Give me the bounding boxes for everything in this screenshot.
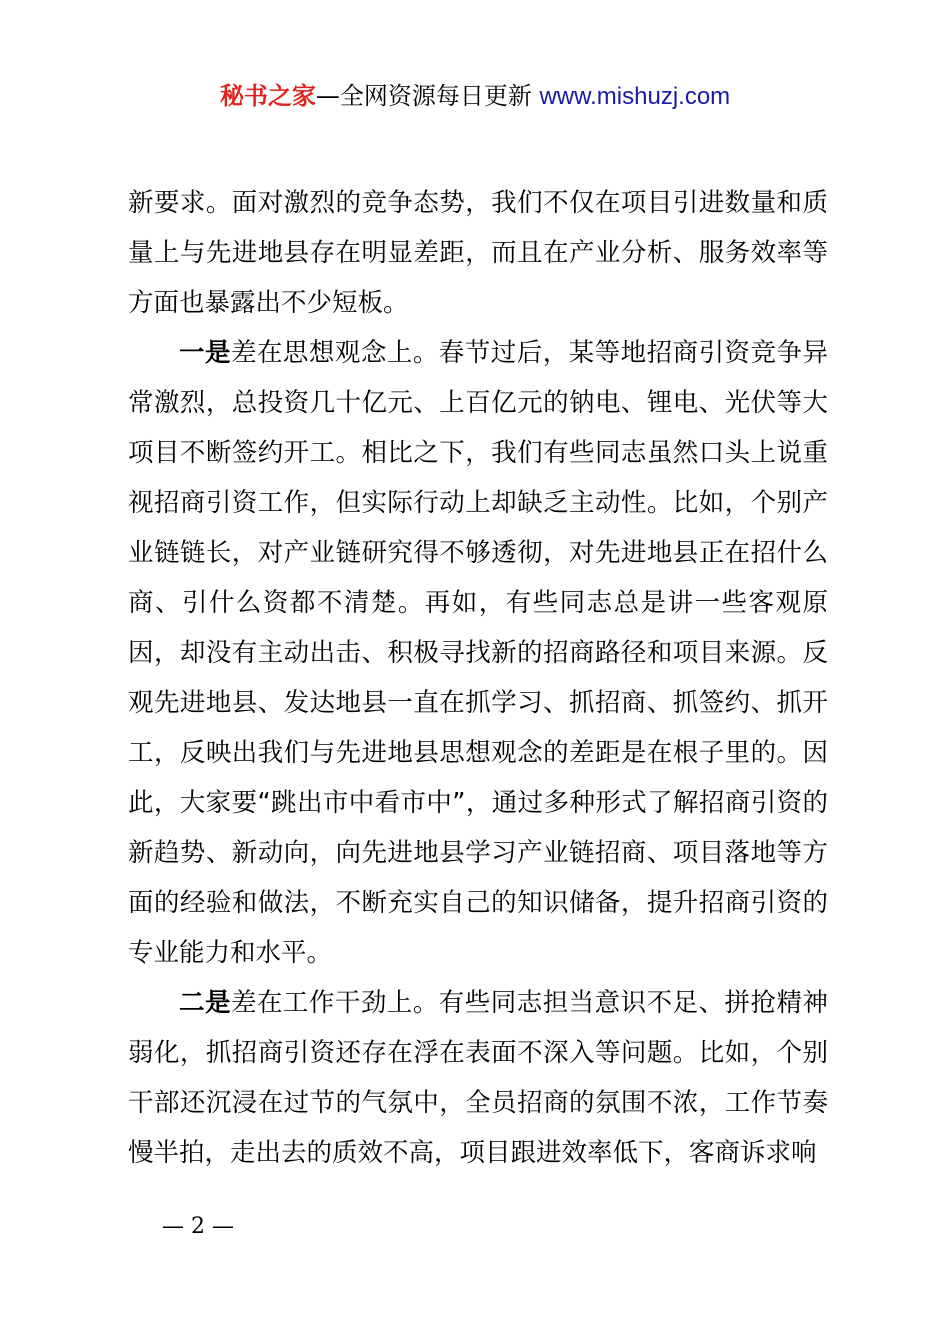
site-tagline: —全网资源每日更新 [315,82,540,110]
document-body [128,178,828,1178]
site-url[interactable]: www.mishuzj.com [539,83,731,110]
site-brand: 秘书之家 [219,82,316,110]
paragraph-lead: 一是 [179,338,231,368]
paragraph-lead: 二是 [179,988,231,1018]
paragraph-point-two [128,978,828,1178]
page-number: — 2 — [162,1214,234,1239]
site-header [0,80,950,113]
paragraph-text: 差在工作干劲上。有些同志担当意识不足、拼抢精神弱化，抓招商引资还存在浮在表面不深入等问题。比如，个别干部还沉浸在过节的气氛中，全员招商的氛围不浓，工作节奏慢半拍，走出去的质效不高，项目跟进效率低下，客商诉求响 [128,988,828,1168]
paragraph-text: 新要求。面对激烈的竞争态势，我们不仅在项目引进数量和质量上与先进地县存在明显差距，而且在产业分析、服务效率等方面也暴露出不少短板。 [128,188,828,318]
paragraph-point-one [128,328,828,978]
paragraph-text: 差在思想观念上。春节过后，某等地招商引资竞争异常激烈，总投资几十亿元、上百亿元的钠电、锂电、光伏等大项目不断签约开工。相比之下，我们有些同志虽然口头上说重视招商引资工作，但实际行动上却缺乏主动性。比如，个别产业链链长，对产业链研究得不够透彻，对先进地县正在招什么商、引什么资都不清楚。再如，有些同志总是讲一些客观原因，却没有主动出击、积极寻找新的招商路径和项目来源。反观先进地县、发达地县一直在抓学习、抓招商、抓签约、抓开工，反映出我们与先进地县思想观念的差距是在根子里的。因此，大家要“跳出市中看市中”，通过多种形式了解招商引资的新趋势、新动向，向先进地县学习产业链招商、项目落地等方面的经验和做法，不断充实自己的知识储备，提升招商引资的专业能力和水平。 [128,338,828,968]
paragraph-continuation [128,178,828,328]
